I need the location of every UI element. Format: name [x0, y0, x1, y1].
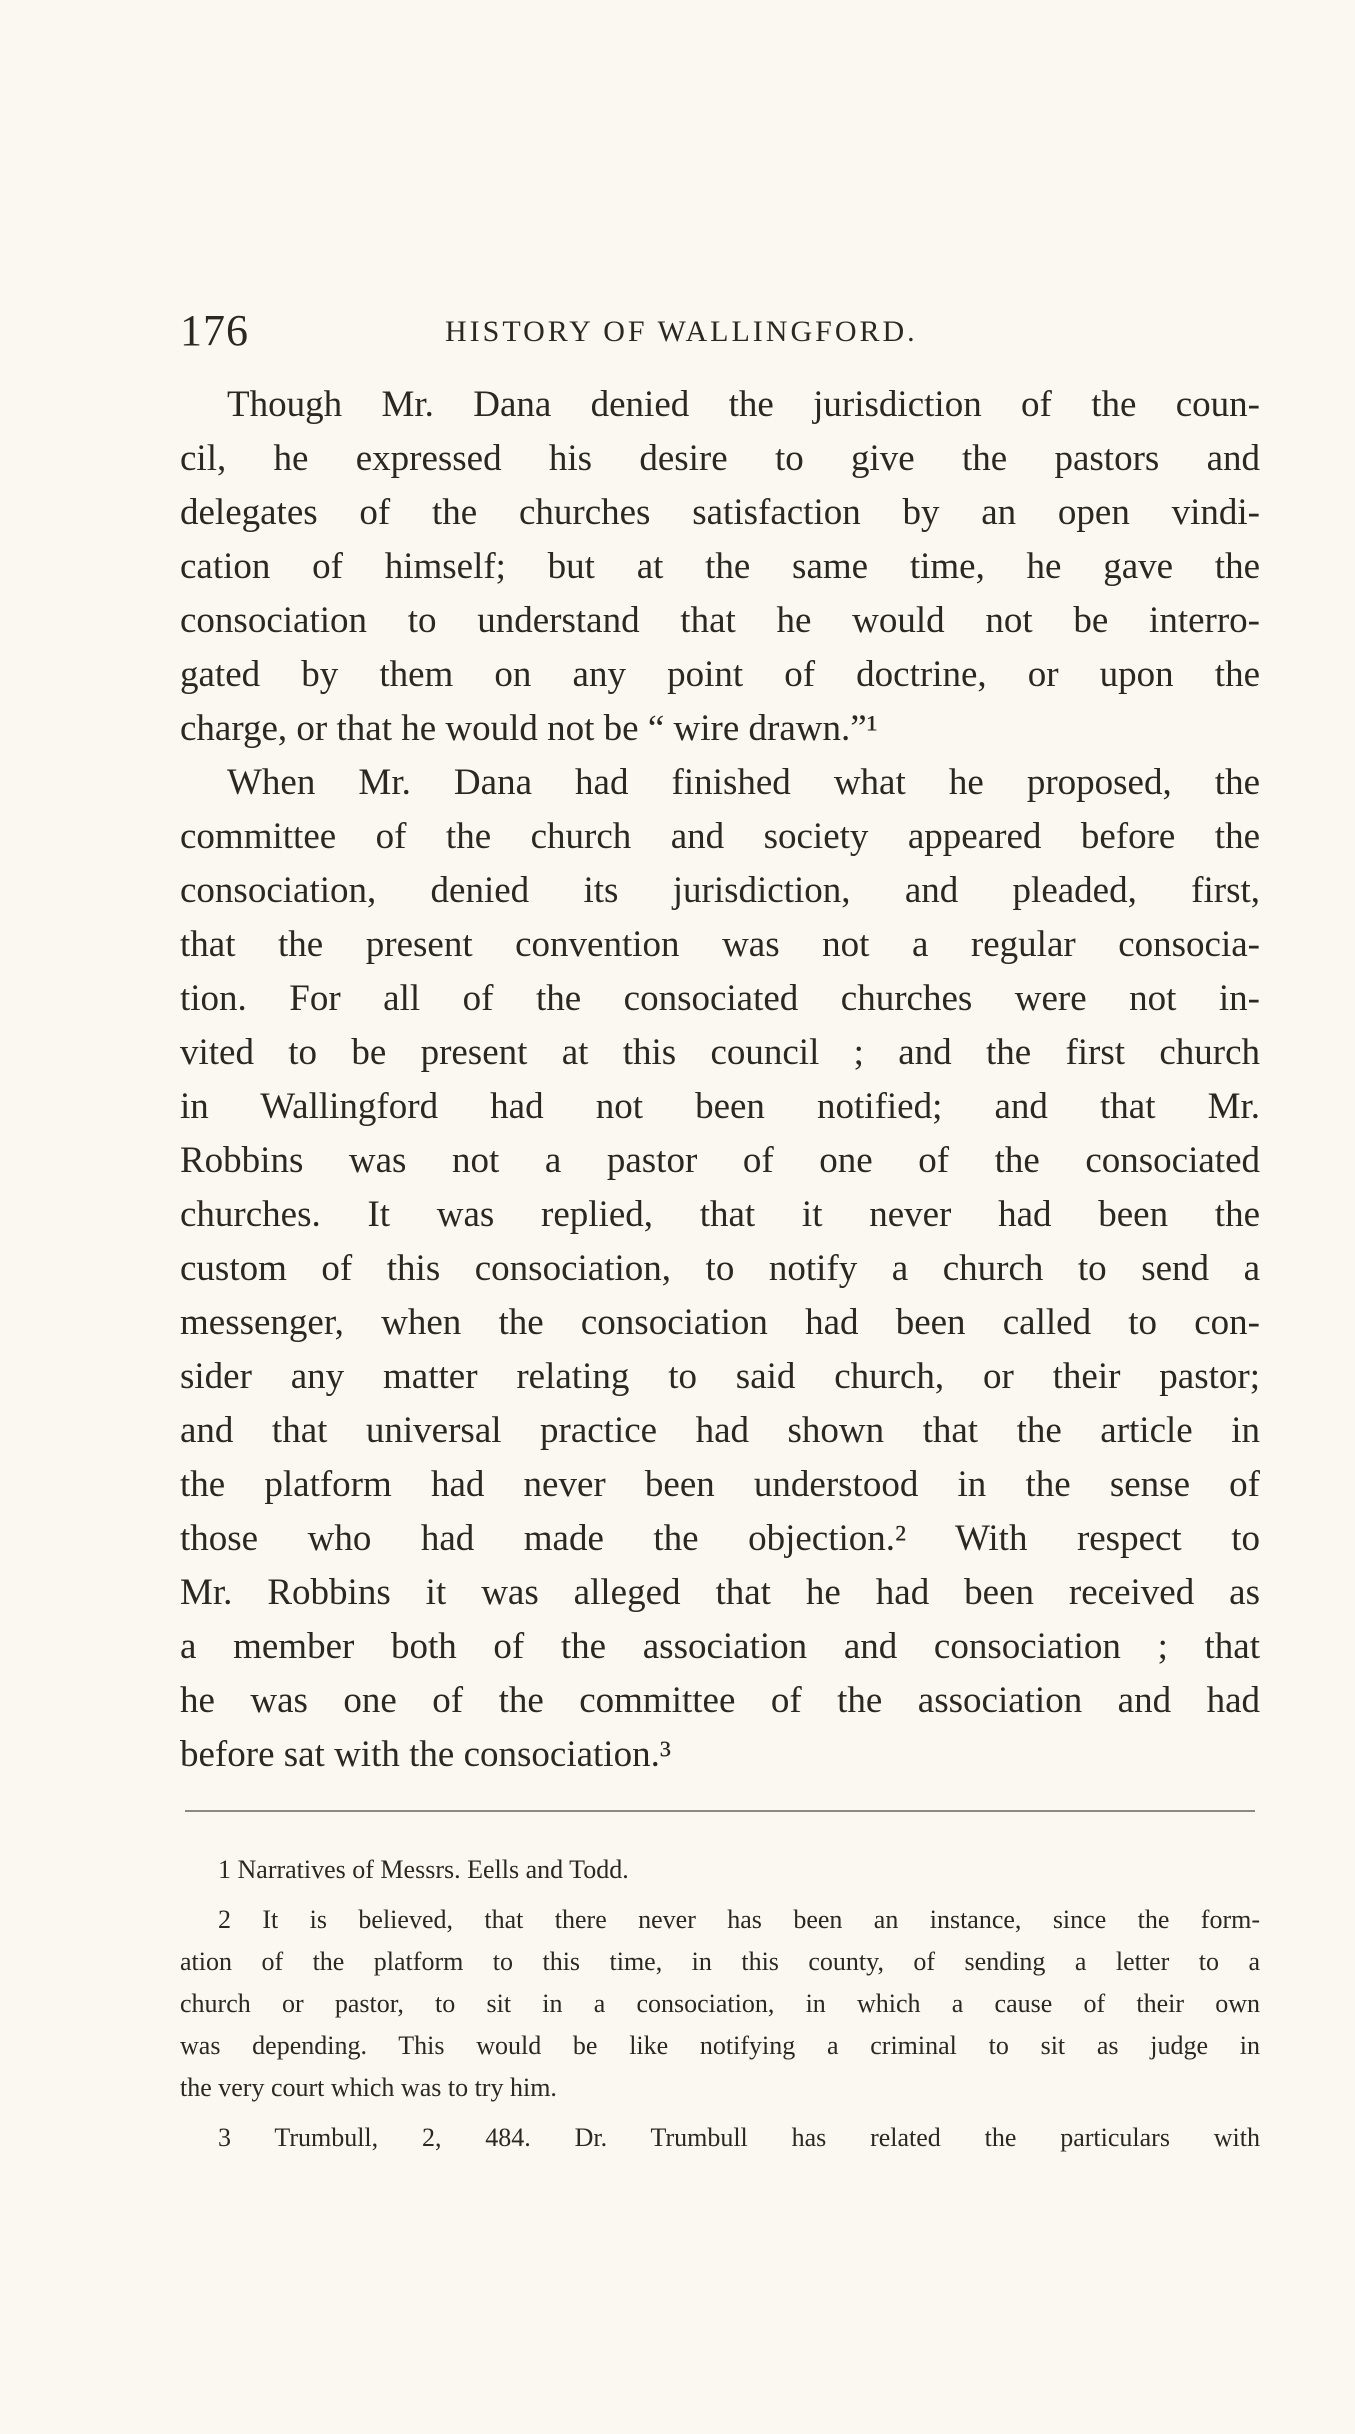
paragraph-line: messenger, when the consociation had been called to con- [180, 1302, 1260, 1343]
running-title: HISTORY OF WALLINGFORD. [445, 315, 918, 348]
footnote-line: 1 Narratives of Messrs. Eells and Todd. [218, 1855, 629, 1884]
footnote-line: church or pastor, to sit in a consociation, in which a cause of their own [180, 1989, 1260, 2018]
paragraph-line: those who had made the objection.² With respect to [180, 1518, 1260, 1559]
paragraph-line: consociation, denied its jurisdiction, and pleaded, first, [180, 870, 1260, 911]
footnote-line: 2 It is believed, that there never has been an instance, since the form- [218, 1905, 1260, 1934]
paragraph-line: cation of himself; but at the same time, he gave the [180, 546, 1260, 587]
footnote-line: ation of the platform to this time, in this county, of sending a letter to a [180, 1947, 1260, 1976]
paragraph-line: custom of this consociation, to notify a church to send a [180, 1248, 1260, 1289]
paragraph-line: Though Mr. Dana denied the jurisdiction of the coun- [227, 384, 1260, 425]
footnote-line: the very court which was to try him. [180, 2073, 557, 2102]
paragraph-line: When Mr. Dana had finished what he proposed, the [227, 762, 1260, 803]
paragraph-line: gated by them on any point of doctrine, or upon the [180, 654, 1260, 695]
paragraph-line: the platform had never been understood in the sense of [180, 1464, 1260, 1505]
paragraph-line: tion. For all of the consociated churches were not in- [180, 978, 1260, 1019]
footnote-line: was depending. This would be like notifying a criminal to sit as judge in [180, 2031, 1260, 2060]
paragraph-line: in Wallingford had not been notified; and that Mr. [180, 1086, 1260, 1127]
footnote-line: 3 Trumbull, 2, 484. Dr. Trumbull has related the particulars with [218, 2123, 1260, 2152]
paragraph-line: charge, or that he would not be “ wire drawn.”¹ [180, 708, 878, 749]
paragraph-line: Mr. Robbins it was alleged that he had been received as [180, 1572, 1260, 1613]
page-number: 176 [180, 306, 249, 355]
paragraph-line: churches. It was replied, that it never had been the [180, 1194, 1260, 1235]
paragraph-line: vited to be present at this council ; and the first church [180, 1032, 1260, 1073]
paragraph-line: consociation to understand that he would not be interro- [180, 600, 1260, 641]
paragraph-line: and that universal practice had shown that the article in [180, 1410, 1260, 1451]
paragraph-line: sider any matter relating to said church, or their pastor; [180, 1356, 1260, 1397]
paragraph-line: cil, he expressed his desire to give the pastors and [180, 438, 1260, 479]
running-head [180, 306, 1260, 356]
paragraph-line: he was one of the committee of the association and had [180, 1680, 1260, 1721]
paragraph-line: before sat with the consociation.³ [180, 1734, 671, 1775]
footnote-rule [185, 1810, 1255, 1812]
paragraph-line: that the present convention was not a regular consocia- [180, 924, 1260, 965]
paragraph-line: committee of the church and society appeared before the [180, 816, 1260, 857]
paragraph-line: delegates of the churches satisfaction by an open vindi- [180, 492, 1260, 533]
paragraph-line: Robbins was not a pastor of one of the consociated [180, 1140, 1260, 1181]
paragraph-line: a member both of the association and consociation ; that [180, 1626, 1260, 1667]
